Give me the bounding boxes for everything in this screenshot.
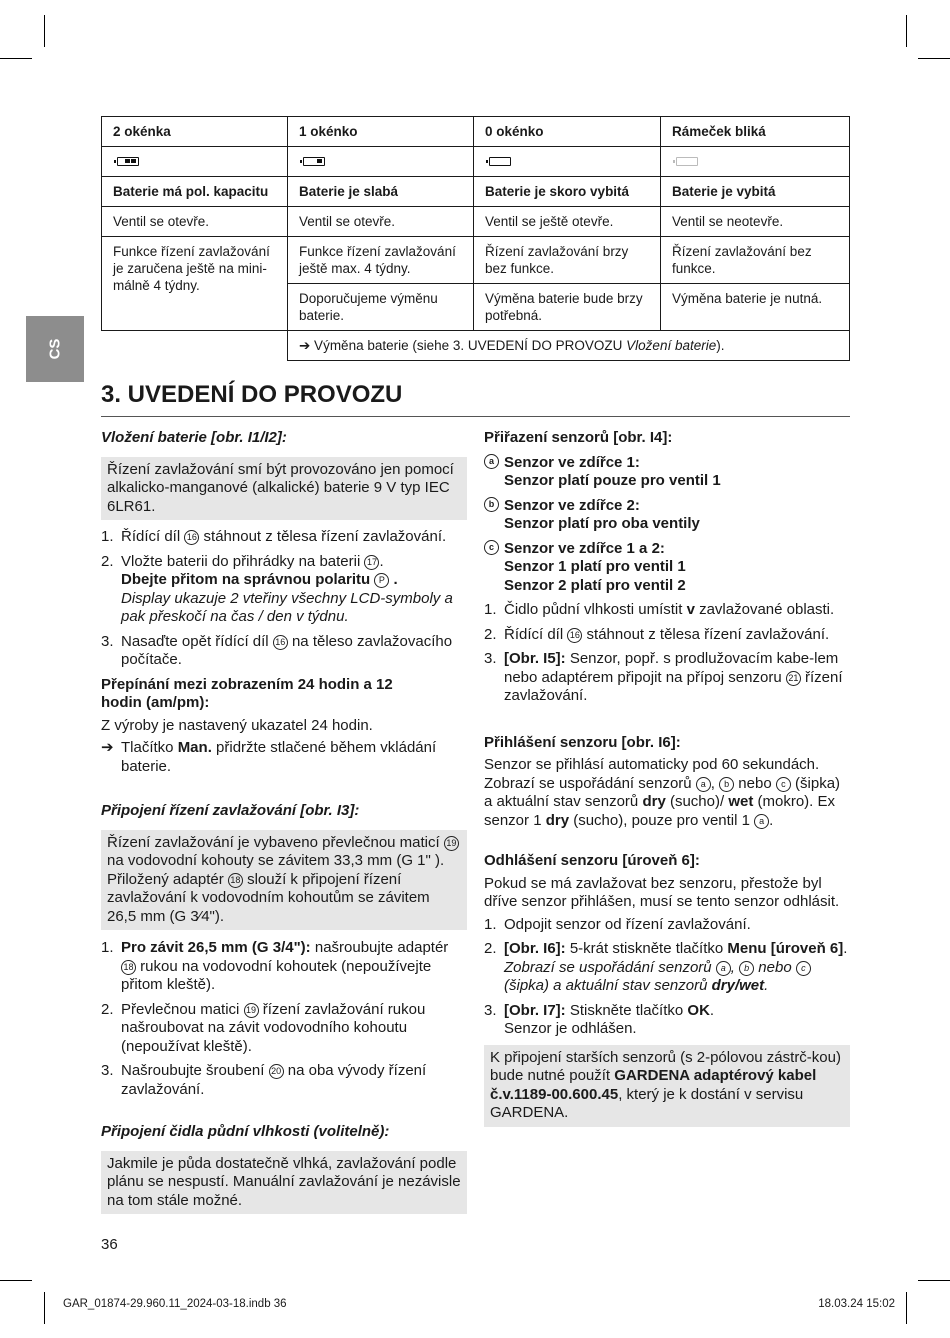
table-cell xyxy=(102,147,288,177)
logout-text: Pokud se má zavlažovat bez senzoru, přestože byl dříve senzor přihlášen, musí se tento senzor odhlásit. xyxy=(484,874,840,910)
table-cell: Ventil se neotevře. xyxy=(661,207,850,237)
list-item: 3. Nasaďte opět řídící díl 16 na těleso zavlažovacího počítače. xyxy=(101,632,453,668)
table-cell: Funkce řízení zavlažování je zaručena ještě na mini-málně 4 týdny. xyxy=(102,237,288,331)
battery-2-cells-icon xyxy=(117,157,139,166)
battery-note: Řízení zavlažování smí být provozováno jen pomocí alkalicko-manganové (alkalické) baterie 9 V typ IEC 6LR61. xyxy=(101,457,467,521)
sensor-heading: Připojení čidla půdní vlhkosti (volitelně): xyxy=(101,1123,390,1140)
list-item: 2. Vložte baterii do přihrádky na baterii 17 . Dbejte přitom na správnou polaritu P . Display ukazuje 2 vteřiny všechny LCD-symboly a pak přeskočí na čas / den v týdnu. xyxy=(101,552,453,625)
crop-mark xyxy=(0,1280,32,1281)
battery-blinking-icon xyxy=(676,157,698,166)
assign-heading: Přiřazení senzorů [obr. I4]: xyxy=(484,429,673,446)
table-cell: Baterie je vybitá xyxy=(661,177,850,207)
battery-steps xyxy=(101,528,467,670)
table-row xyxy=(102,177,850,207)
table-cell: Baterie má pol. kapacitu xyxy=(102,177,288,207)
switch-instruction: ➔ Tlačítko Man. přidržte stlačené během vkládání baterie. xyxy=(101,739,437,775)
crop-mark xyxy=(906,1292,907,1324)
list-item: 2. Řídící díl 16 stáhnout z tělesa řízení zavlažování. xyxy=(484,625,830,643)
list-item: 3. Našroubujte šroubení 20 na oba vývody řízení zavlažování. xyxy=(101,1062,427,1098)
table-row xyxy=(102,147,850,177)
table-cell: Ventil se ještě otevře. xyxy=(474,207,661,237)
sensor-note: Jakmile je půda dostatečně vlhká, zavlažování podle plánu se nespustí. Manuální zavlažování je nezávisle na tom stále možné. xyxy=(101,1151,467,1215)
left-column xyxy=(101,429,467,1214)
login-heading: Přihlášení senzoru [obr. I6]: xyxy=(484,733,681,751)
crop-mark xyxy=(44,15,45,47)
section-title: 3. UVEDENÍ DO PROVOZU xyxy=(101,381,403,408)
table-cell xyxy=(474,147,661,177)
table-cell: Funkce řízení zavlažování ještě max. 4 týdny. xyxy=(288,237,474,284)
switch-heading: Přepínání mezi zobrazením 24 hodin a 12 hodin (am/pm): xyxy=(101,675,393,711)
language-tab xyxy=(26,316,84,382)
connect-steps xyxy=(101,939,467,1099)
language-tab-label: CS xyxy=(46,338,64,360)
crop-mark xyxy=(44,1292,45,1324)
logout-heading: Odhlášení senzoru [úroveň 6]: xyxy=(484,852,700,869)
old-sensor-note: K připojení starších senzorů (s 2-pólovou zástrč-kou) bude nutné použít GARDENA adaptérový kabel č.v.1189-00.600.45, který je k dostání v servisu GARDENA. xyxy=(484,1045,850,1127)
list-item: b Senzor ve zdířce 2: Senzor platí pro oba ventily xyxy=(484,497,850,534)
crop-mark xyxy=(918,58,950,59)
table-cell xyxy=(102,331,288,361)
table-cell: Doporučujeme výměnu baterie. xyxy=(288,284,474,331)
table-row xyxy=(102,237,850,284)
table-note: ➔ Výměna baterie (siehe 3. UVEDENÍ DO PROVOZU Vložení baterie). xyxy=(288,331,850,361)
list-item: 2. [Obr. I6]: 5-krát stiskněte tlačítko Menu [úroveň 6]. Zobrazí se uspořádání senzorů a , b nebo c (šipka) a aktuální stav senzorů dry/wet. xyxy=(484,940,848,994)
table-cell: Řízení zavlažování bez funkce. xyxy=(661,237,850,284)
assign-list xyxy=(484,454,850,596)
list-item: a Senzor ve zdířce 1: Senzor platí pouze pro ventil 1 xyxy=(484,454,850,491)
table-cell: Výměna baterie je nutná. xyxy=(661,284,850,331)
table-cell: Baterie je slabá xyxy=(288,177,474,207)
list-item: 1. Odpojit senzor od řízení zavlažování. xyxy=(484,915,751,933)
page-number: 36 xyxy=(101,1236,118,1253)
list-item: 1. Řídící díl 16 stáhnout z tělesa řízení zavlažování. xyxy=(101,528,447,545)
battery-heading: Vložení baterie [obr. I1/I2]: xyxy=(101,429,287,446)
switch-text: Z výroby je nastavený ukazatel 24 hodin. xyxy=(101,716,373,734)
battery-1-cell-icon xyxy=(303,157,325,166)
crop-mark xyxy=(906,15,907,47)
connect-heading: Připojení řízení zavlažování [obr. I3]: xyxy=(101,802,360,819)
list-item: 2. Převlečnou matici 19 řízení zavlažování rukou našroubovat na závit vodovodního kohoutu (nepoužívat kleště). xyxy=(101,1000,426,1055)
crop-mark xyxy=(0,58,32,59)
footer-date: 18.03.24 15:02 xyxy=(818,1298,895,1310)
list-item: 1. Pro závit 26,5 mm (G 3/4"): našroubujte adaptér 18 rukou na vodovodní kohoutek (nepoužívejte přitom kleště). xyxy=(101,939,449,993)
table-header: 0 okénko xyxy=(474,117,661,147)
battery-status-table xyxy=(101,116,850,361)
table-header: 2 okénka xyxy=(102,117,288,147)
table-cell xyxy=(661,147,850,177)
table-cell: Výměna baterie bude brzy potřebná. xyxy=(474,284,661,331)
table-header: Rámeček bliká xyxy=(661,117,850,147)
table-cell: Baterie je skoro vybitá xyxy=(474,177,661,207)
sensor-steps xyxy=(484,601,850,706)
battery-empty-icon xyxy=(489,157,511,166)
table-row xyxy=(102,207,850,237)
table-cell: Ventil se otevře. xyxy=(288,207,474,237)
table-cell: Řízení zavlažování brzy bez funkce. xyxy=(474,237,661,284)
crop-mark xyxy=(918,1280,950,1281)
footer-file: GAR_01874-29.960.11_2024-03-18.indb 36 xyxy=(63,1298,287,1310)
logout-steps xyxy=(484,916,850,1039)
table-row xyxy=(102,117,850,147)
right-column xyxy=(484,429,850,1127)
table-cell xyxy=(288,147,474,177)
section-rule xyxy=(101,416,850,417)
table-cell: Ventil se otevře. xyxy=(102,207,288,237)
login-text: Senzor se přihlásí automaticky pod 60 sekundách. Zobrazí se uspořádání senzorů a , b nebo c (šipka) a aktuální stav senzorů dry (sucho)/ wet (mokro). Ex senzor 1 dry (sucho), pouze pro ventil 1 a . xyxy=(484,756,841,829)
table-header: 1 okénko xyxy=(288,117,474,147)
list-item: 3. [Obr. I5]: Senzor, popř. s prodlužovacím kabe-lem nebo adaptérem připojit na přípoj senzoru 21 řízení zavlažování. xyxy=(484,650,843,704)
list-item: 3. [Obr. I7]: Stiskněte tlačítko OK. Senzor je odhlášen. xyxy=(484,1001,715,1037)
list-item: 1. Čidlo půdní vlhkosti umístit v zavlažované oblasti. xyxy=(484,601,835,618)
list-item: c Senzor ve zdířce 1 a 2: Senzor 1 platí pro ventil 1 Senzor 2 platí pro ventil 2 xyxy=(484,540,850,596)
table-row xyxy=(102,331,850,361)
connect-note: Řízení zavlažování je vybaveno převlečnou maticí 19 na vodovodní kohouty se závitem 33,3 mm (G 1" ). Přiložený adaptér 18 slouží k připojení řízení zavlažování k vodovodním kohoutům se závitem 26,5 mm (G 3⁄4"). xyxy=(101,830,467,931)
